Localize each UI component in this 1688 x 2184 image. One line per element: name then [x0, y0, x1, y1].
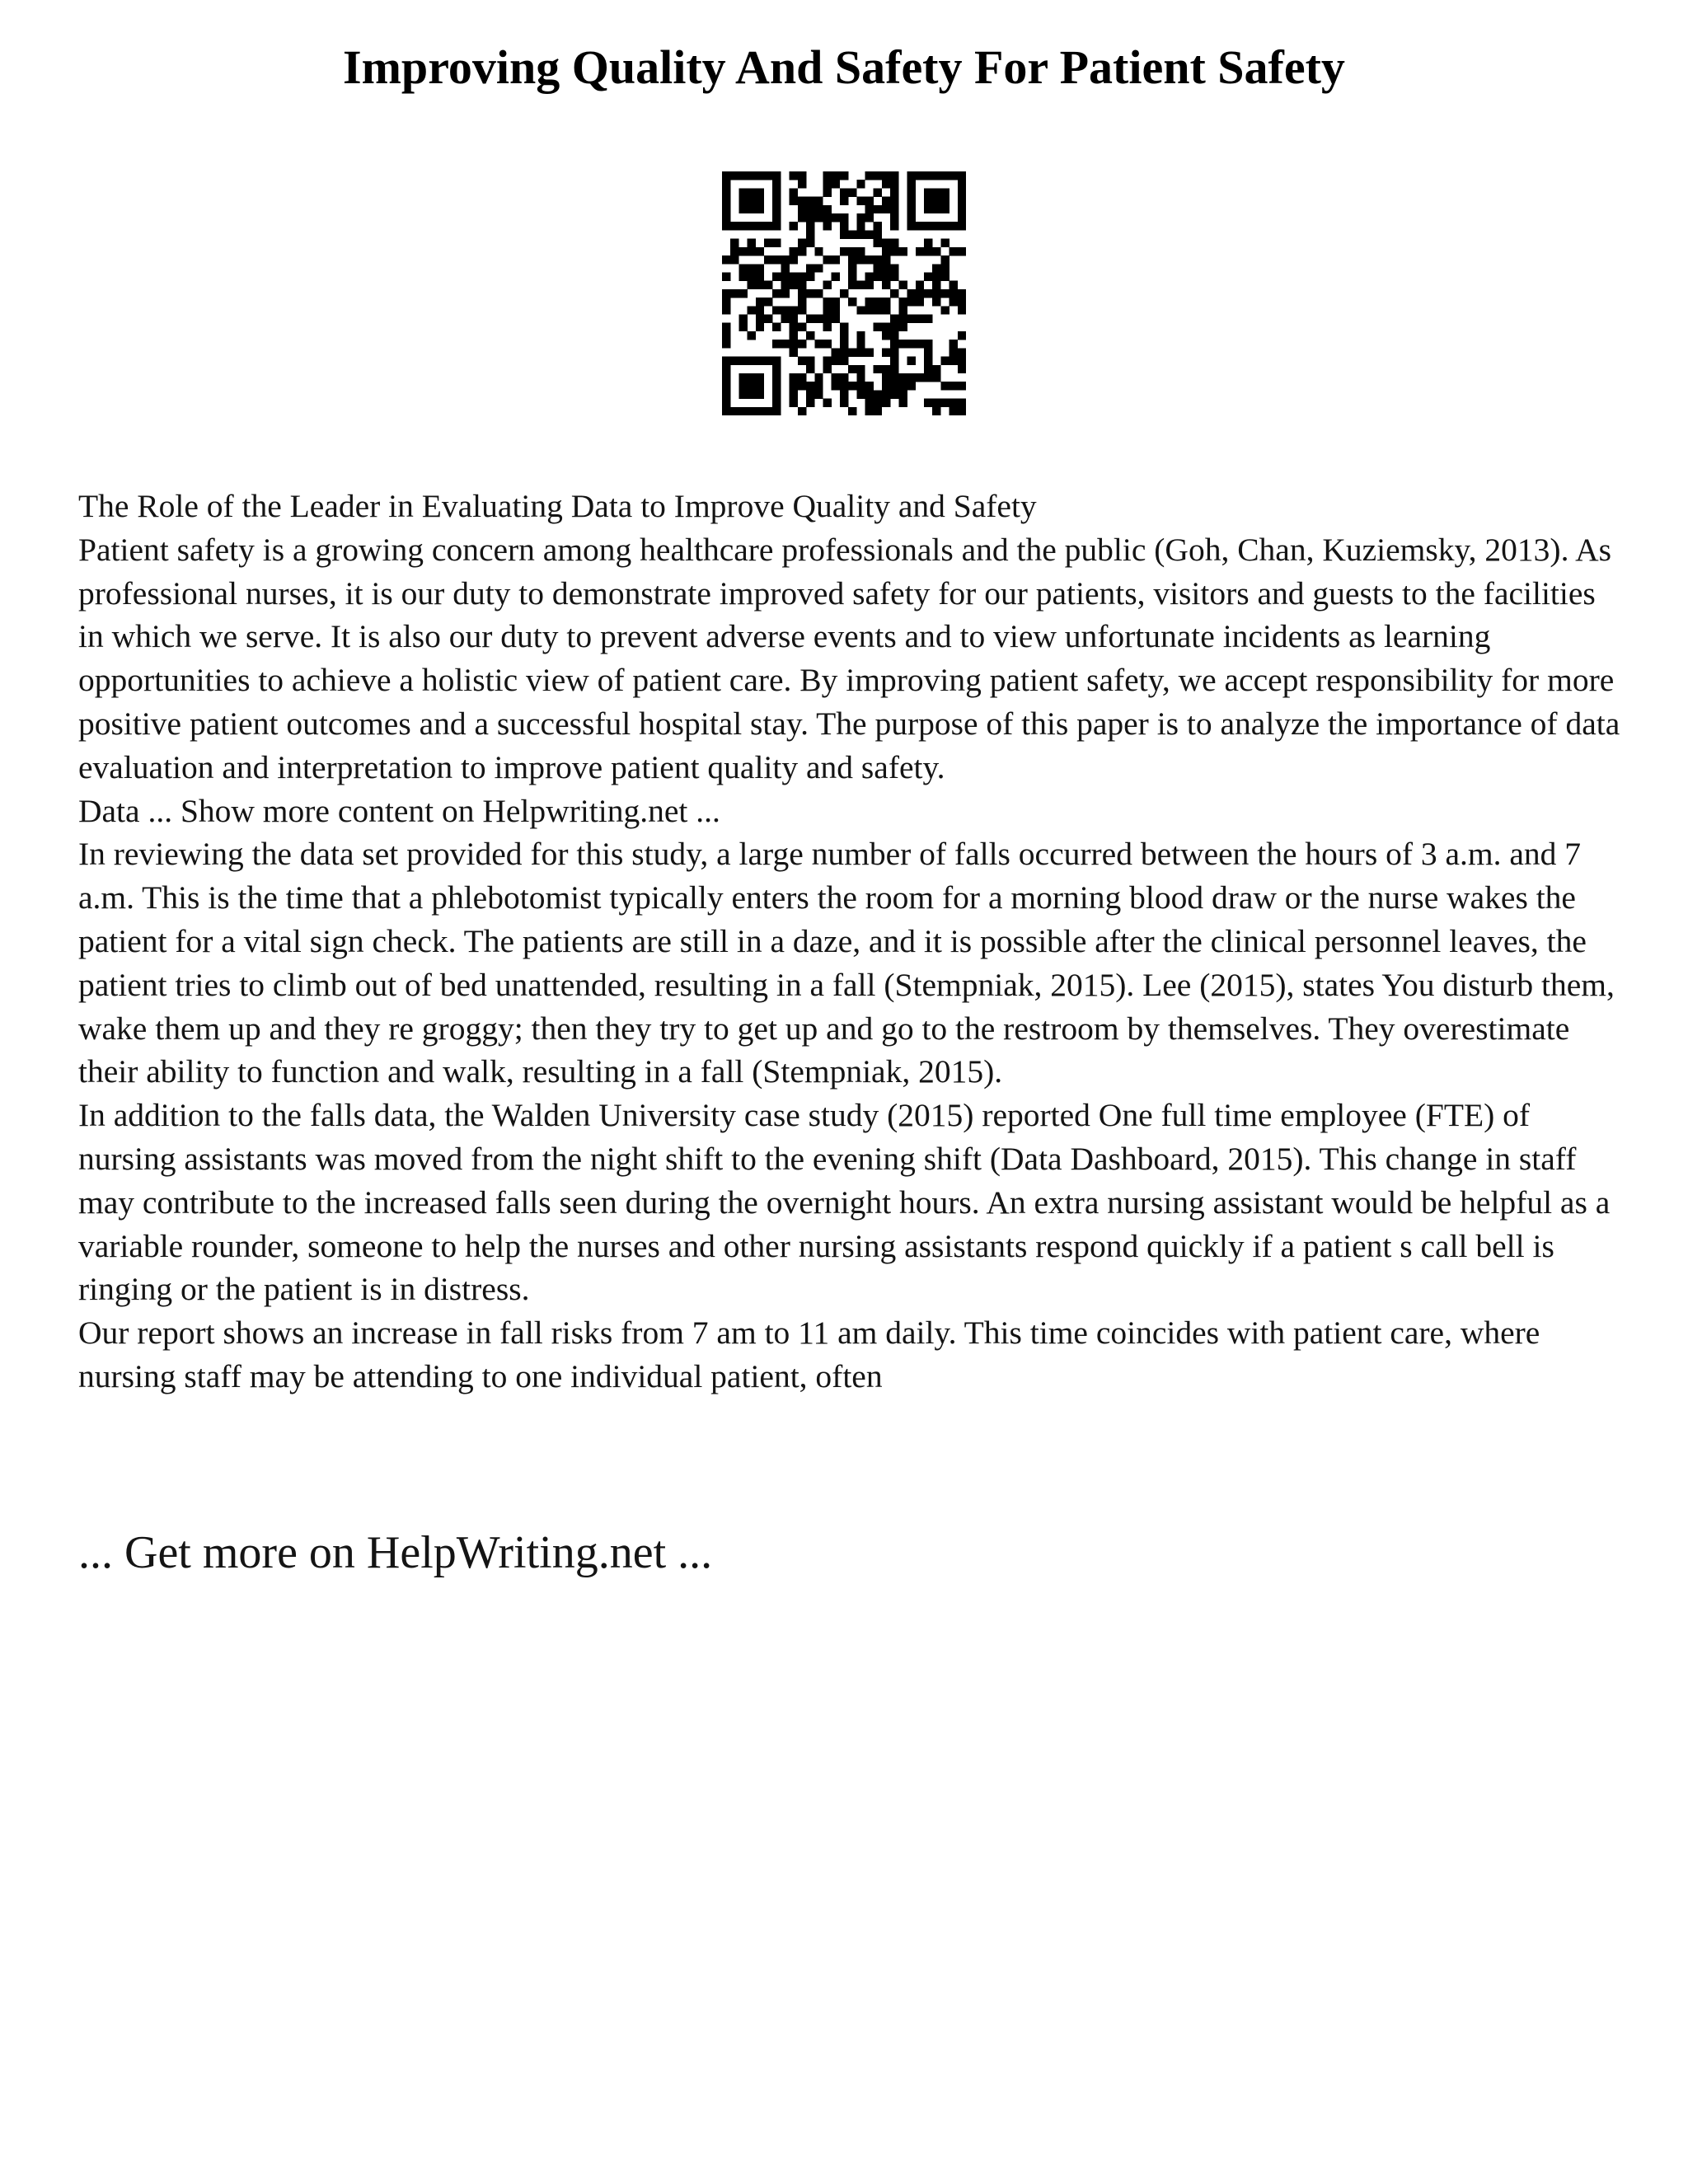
page-title: Improving Quality And Safety For Patient Safety	[343, 40, 1345, 94]
show-more-link[interactable]: Data ... Show more content on Helpwriting.net ...	[78, 792, 720, 829]
paragraph-staffing: In addition to the falls data, the Walden University case study (2015) reported One full time employee (FTE) of nursing assistants was moved from the night shift to the evening shift (Data Dashboard, 2015). This change in staff may contribute to the increased falls seen during the overnight hours. An extra nursing assistant would be helpful as a variable rounder, someone to help the nurses and other nursing assistants respond quickly if a patient s call bell is ringing or the patient is in distress.	[78, 1097, 1611, 1308]
section-heading: The Role of the Leader in Evaluating Data to Improve Quality and Safety	[78, 488, 1037, 524]
paragraph-falls-data: In reviewing the data set provided for this study, a large number of falls occurred between the hours of 3 a.m. and 7 a.m. This is the time that a phlebotomist typically enters the room for a morning blood draw or the nurse wakes the patient for a vital sign check. The patients are still in a daze, and it is possible after the clinical personnel leaves, the patient tries to climb out of bed unattended, resulting in a fall (Stempniak, 2015). Lee (2015), states You disturb them, wake them up and they re groggy; then they try to get up and go to the restroom by themselves. They overestimate their ability to function and walk, resulting in a fall (Stempniak, 2015).	[78, 836, 1615, 1090]
get-more-link[interactable]: ... Get more on HelpWriting.net ...	[78, 1527, 713, 1578]
qr-code-icon	[722, 171, 966, 415]
paragraph-intro: Patient safety is a growing concern among healthcare professionals and the public (Goh, Chan, Kuziemsky, 2013). As professional nurses, it is our duty to demonstrate improved safety for our patients, visitors and guests to the facilities in which we serve. It is also our duty to prevent adverse events and to view unfortunate incidents as learning opportunities to achieve a holistic view of patient care. By improving patient safety, we accept responsibility for more positive patient outcomes and a successful hospital stay. The purpose of this paper is to analyze the importance of data evaluation and interpretation to improve patient quality and safety.	[78, 531, 1620, 785]
paragraph-fall-risks: Our report shows an increase in fall risks from 7 am to 11 am daily. This time coincides with patient care, where nursing staff may be attending to one individual patient, often	[78, 1315, 1540, 1394]
document-body	[78, 485, 1628, 1399]
